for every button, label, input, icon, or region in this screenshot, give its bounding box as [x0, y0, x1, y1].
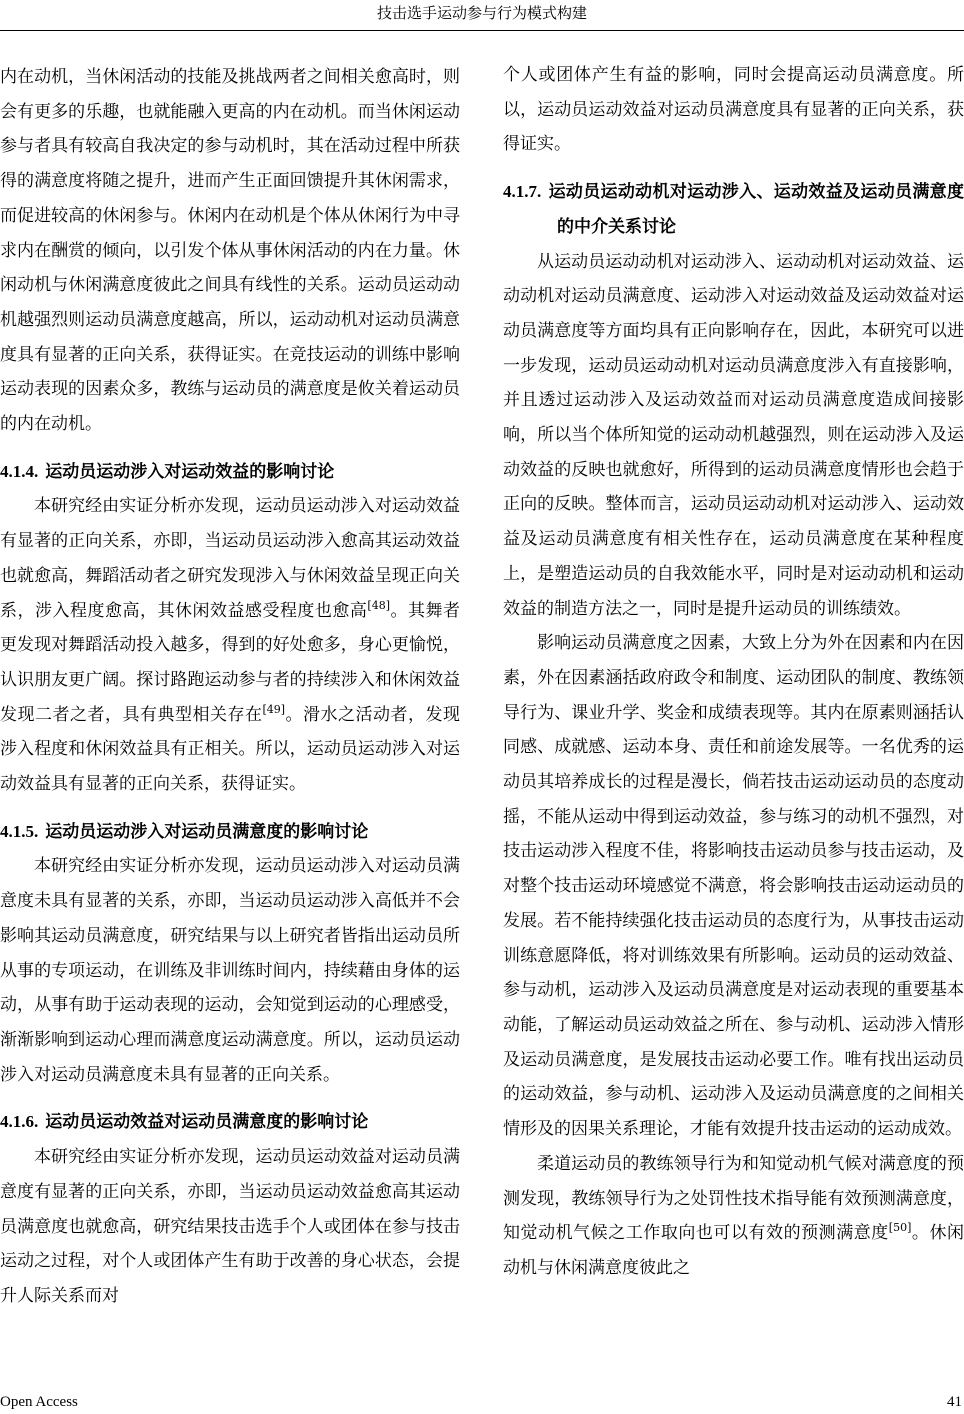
- text-run: 。滑水之活动者，发现涉入程度和休闲效益具有正相关。所以，运动员运动涉入对运动效益具有显著的正向关系，获得证实。: [0, 704, 461, 795]
- footer-journal: Open Access: [0, 1394, 78, 1410]
- right-column: [503, 58, 964, 1286]
- section-number: 4.1.7.: [503, 182, 542, 202]
- paragraph: 个人或团体产生有益的影响，同时会提高运动员满意度。所以，运动员运动效益对运动员满意度具有显著的正向关系，获得证实。: [503, 65, 964, 155]
- section-number: 4.1.5.: [0, 821, 39, 841]
- paragraph: 影响运动员满意度之因素，大致上分为外在因素和内在因素，外在因素涵括政府政令和制度、运动团队的制度、教练领导行为、课业升学、奖金和成绩表现等。其内在原素则涵括认同感、成就感、运动本身、责任和前途发展等。一名优秀的运动员其培养成长的过程是漫长，倘若技击运动运动员的态度动摇，不能从运动中得到运动效益，参与练习的动机不强烈，对技击运动涉入程度不佳，将影响技击运动员参与技击运动，及对整个技击运动环境感觉不满意，将会影响技击运动运动员的发展。若不能持续强化技击运动员的态度行为，从事技击运动训练意愿降低，将对训练效果有所影响。运动员的运动效益、参与动机，运动涉入及运动员满意度是对运动表现的重要基本动能，了解运动员运动效益之所在、参与动机、运动涉入情形及运动员满意度，是发展技击运动必要工作。唯有找出运动员的运动效益，参与动机、运动涉入及运动员满意度的之间相关情形及的因果关系理论，才能有效提升技击运动的运动成效。: [503, 633, 964, 1140]
- header-rule: [0, 30, 964, 31]
- text-run: 。休闲动机与休闲满意度彼此之: [503, 1223, 964, 1278]
- section-heading-4-1-5: [0, 815, 460, 850]
- section-number: 4.1.6.: [0, 1112, 39, 1132]
- paragraph: [0, 489, 460, 801]
- paragraph: 本研究经由实证分析亦发现，运动员运动涉入对运动员满意度未具有显著的关系，亦即，当运动员运动涉入高低并不会影响其运动员满意度，研究结果与以上研究者皆指出运动员所从事的专项运动，在训练及非训练时间内，持续藉由身体的运动，从事有助于运动表现的运动，会知觉到运动的心理感受，渐渐影响到运动心理而满意度运动满意度。所以，运动员运动涉入对运动员满意度未具有显著的正向关系。: [0, 856, 460, 1085]
- citation-49: [49]: [262, 702, 286, 716]
- paragraph: 本研究经由实证分析亦发现，运动员运动效益对运动员满意度有显著的正向关系，亦即，当运动员运动效益愈高其运动员满意度也就愈高，研究结果技击选手个人或团体在参与技击运动之过程，对个人或团体产生有助于改善的身心状态，会提升人际关系而对: [0, 1147, 460, 1306]
- running-header: 技击选手运动参与行为模式构建: [376, 4, 587, 22]
- footer-page-number: 41: [947, 1394, 962, 1410]
- text-run: 本研究经由实证分析亦发现，运动员运动涉入对运动效益有显著的正向关系，亦即，当运动员运动涉入愈高其运动效益也就愈高，舞蹈活动者之研究发现涉入与休闲效益呈现正向关系，涉入程度愈高，其休闲效益感受程度也愈高: [0, 496, 460, 621]
- paragraph: 内在动机，当休闲活动的技能及挑战两者之间相关愈高时，则会有更多的乐趣，也就能融入更高的内在动机。而当休闲运动参与者具有较高自我决定的参与动机时，其在活动过程中所获得的满意度将随之提升，进而产生正面回馈提升其休闲需求，而促进较高的休闲参与。休闲内在动机是个体从休闲行为中寻求内在酬赏的倾向，以引发个体从事休闲活动的内在力量。休闲动机与休闲满意度彼此之间具有线性的关系。运动员运动动机越强烈则运动员满意度越高，所以，运动动机对运动员满意度具有显著的正向关系，获得证实。在竞技运动的训练中影响运动表现的因素众多，教练与运动员的满意度是攸关着运动员的内在动机。: [0, 67, 460, 435]
- section-heading-4-1-7: [503, 175, 964, 244]
- section-heading-4-1-6: [0, 1105, 460, 1140]
- paragraph: [503, 1147, 964, 1286]
- section-title: 运动员运动效益对运动员满意度的影响讨论: [45, 1112, 369, 1133]
- text-run: 。其舞者更发现对舞蹈活动投入越多，得到的好处愈多，身心更愉悦，认识朋友更广阔。探讨路跑运动参与者的持续涉入和休闲效益发现二者之者，具有典型相关存在: [0, 600, 461, 725]
- text-run: 柔道运动员的教练领导行为和知觉动机气候对满意度的预测发现，教练领导行为之处罚性技术指导能有效预测满意度，知觉动机气候之工作取向也可以有效的预测满意度: [503, 1153, 964, 1244]
- section-title: 运动员运动涉入对运动效益的影响讨论: [45, 461, 335, 482]
- left-column: [0, 60, 460, 1314]
- section-number: 4.1.4.: [0, 461, 39, 481]
- paragraph: 从运动员运动动机对运动涉入、运动动机对运动效益、运动动机对运动员满意度、运动涉入对运动效益及运动效益对运动员满意度等方面均具有正向影响存在，因此，本研究可以进一步发现，运动员运动动机对运动员满意度涉入有直接影响，并且透过运动涉入及运动效益而对运动员满意度造成间接影响，所以当个体所知觉的运动动机越强烈，则在运动涉入及运动效益的反映也就愈好，所得到的运动员满意度情形也会趋于正向的反映。整体而言，运动员运动动机对运动涉入、运动效益及运动员满意度有相关性存在，运动员满意度在某种程度上，是塑造运动员的自我效能水平，同时是对运动动机和运动效益的制造方法之一，同时是提升运动员的训练绩效。: [503, 251, 964, 619]
- section-title: 运动员运动涉入对运动员满意度的影响讨论: [45, 821, 369, 842]
- section-heading-4-1-4: [0, 455, 460, 490]
- citation-48: [48]: [367, 598, 391, 612]
- section-title: 运动员运动动机对运动涉入、运动效益及运动员满意度的中介关系讨论: [548, 182, 964, 237]
- citation-50: [50]: [888, 1221, 912, 1235]
